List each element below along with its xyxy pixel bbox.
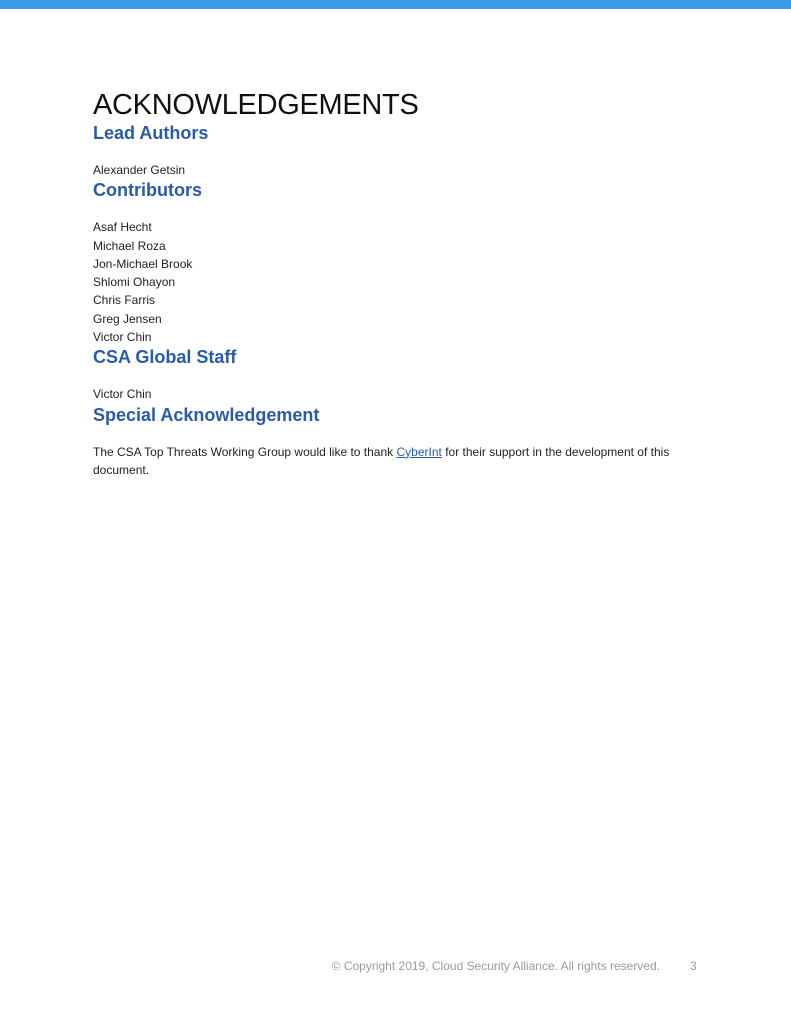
lead-authors-heading: Lead Authors [93,123,209,143]
list-item: Michael Roza [93,238,166,253]
global-staff-list [93,385,703,403]
top-accent-bar [0,0,791,9]
special-acknowledgement-heading: Special Acknowledgement [93,404,320,425]
page-title: ACKNOWLEDGEMENTS [93,89,419,121]
list-item: Victor Chin [93,387,152,402]
cyberint-link[interactable]: CyberInt [396,444,442,459]
contributors-list [93,218,703,346]
contributors-heading: Contributors [93,180,202,201]
page-content [93,88,703,479]
list-item: Victor Chin [93,330,152,345]
list-item: Jon-Michael Brook [93,256,193,271]
list-item: Alexander Getsin [93,163,186,177]
lead-authors-list [93,161,703,179]
list-item: Chris Farris [93,293,155,308]
page-footer [0,959,791,975]
special-acknowledgement-text [93,443,703,480]
list-item: Greg Jensen [93,311,162,326]
special-text-before: The CSA Top Threats Working Group would like to thank [93,444,397,459]
page-number: 3 [690,959,697,973]
copyright-notice: © Copyright 2019, Cloud Security Alliance. All rights reserved. [331,959,660,973]
list-item: Asaf Hecht [93,220,152,235]
global-staff-heading: CSA Global Staff [93,347,237,368]
list-item: Shlomi Ohayon [93,275,176,290]
special-text-after: for their support in the development of this document. [93,444,670,477]
